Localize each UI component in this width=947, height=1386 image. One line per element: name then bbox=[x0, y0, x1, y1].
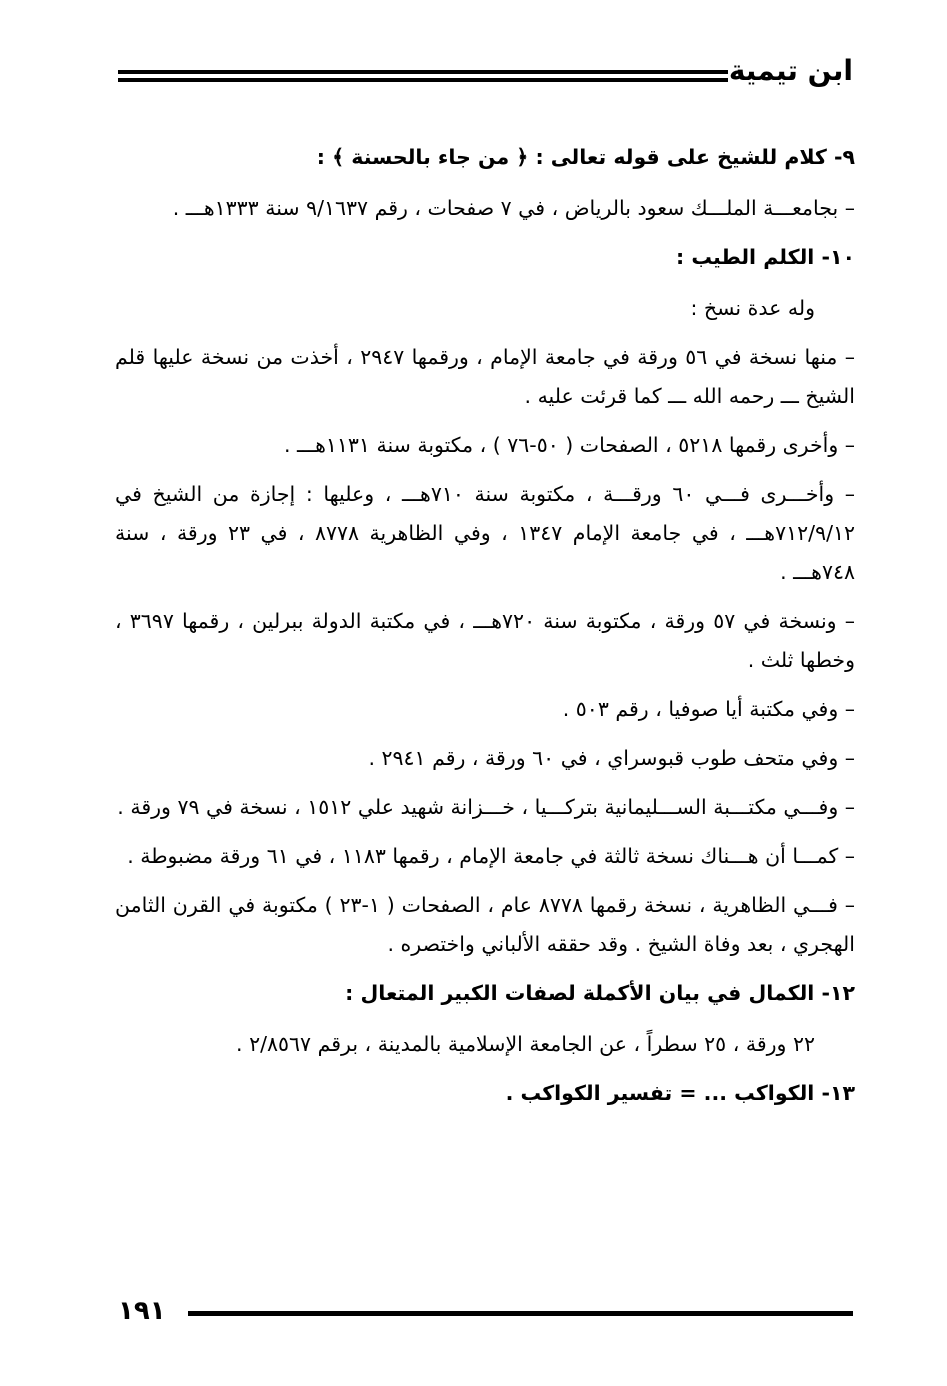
entry-paragraph: وله عدة نسخ : bbox=[690, 296, 815, 320]
entry-heading: ١٣- الكواكب ... = تفسير الكواكب . bbox=[505, 1081, 855, 1105]
entry-paragraph: – كمـــا أن هـــناك نسخة ثالثة في جامعة الإمام ، رقمها ١١٨٣ ، في ٦١ ورقة مضبوطة . bbox=[127, 844, 855, 868]
header-rule bbox=[118, 70, 728, 82]
entry-heading: ١٢- الكمال في بيان الأكملة لصفات الكبير المتعال : bbox=[345, 981, 855, 1005]
running-header bbox=[118, 52, 853, 102]
entry-paragraph: – منها نسخة في ٥٦ ورقة في جامعة الإمام ، ورقمها ٢٩٤٧ ، أخذت من نسخة عليها قلم الشيخ ـــ رحمه الله ـــ كما قرئت عليه . bbox=[115, 345, 855, 408]
page-body bbox=[115, 138, 855, 1125]
page-number: ١٩١ bbox=[118, 1296, 166, 1326]
header-title: ابن تيمية bbox=[728, 54, 853, 87]
entry-paragraph: – وفـــي مكتـــبة الســـليمانية بتركـــيا ، خـــزانة شهيد علي ١٥١٢ ، نسخة في ٧٩ ورقة . bbox=[117, 795, 855, 819]
entry-paragraph: ٢٢ ورقة ، ٢٥ سطراً ، عن الجامعة الإسلامية بالمدينة ، برقم ٢/٨٥٦٧ . bbox=[236, 1032, 815, 1056]
entry-paragraph: – وفي مكتبة أيا صوفيا ، رقم ٥٠٣ . bbox=[562, 697, 855, 721]
entry-paragraph: – وفي متحف طوب قبوسراي ، في ٦٠ ورقة ، رقم ٢٩٤١ . bbox=[368, 746, 855, 770]
entry-paragraph: – فـــي الظاهرية ، نسخة رقمها ٨٧٧٨ عام ، الصفحات ( ١-٢٣ ) مكتوبة في القرن الثامن الهجري ، بعد وفاة الشيخ . وقد حققه الألباني واختصره . bbox=[115, 893, 856, 956]
entry-paragraph: – ونسخة في ٥٧ ورقة ، مكتوبة سنة ٧٢٠هـــ ، في مكتبة الدولة ببرلين ، رقمها ٣٦٩٧ ، وخطها ثلث . bbox=[115, 609, 855, 672]
entry-paragraph: – وأخرى رقمها ٥٢١٨ ، الصفحات ( ٥٠-٧٦ ) ، مكتوبة سنة ١١٣١هـــ . bbox=[284, 433, 855, 457]
footer-rule bbox=[188, 1311, 853, 1316]
entry-paragraph: – بجامعـــة الملـــك سعود بالرياض ، في ٧ صفحات ، رقم ٩/١٦٣٧ سنة ١٣٣٣هـــ . bbox=[172, 196, 855, 220]
entry-heading: ١٠- الكلم الطيب : bbox=[675, 245, 855, 269]
page-footer bbox=[118, 1296, 853, 1332]
entry-paragraph: – وأخـــرى فـــي ٦٠ ورقـــة ، مكتوبة سنة ٧١٠هـــ ، وعليها : إجازة من الشيخ في ٧١٢/٩/١٢هـــ ، في جامعة الإمام ١٣٤٧ ، وفي الظاهرية ٨٧٧٨ ، في ٢٣ ورقة ، سنة ٧٤٨هـــ . bbox=[115, 482, 856, 584]
entry-heading: ٩- كلام للشيخ على قوله تعالى : ﴿ من جاء بالحسنة ﴾ : bbox=[316, 145, 855, 169]
